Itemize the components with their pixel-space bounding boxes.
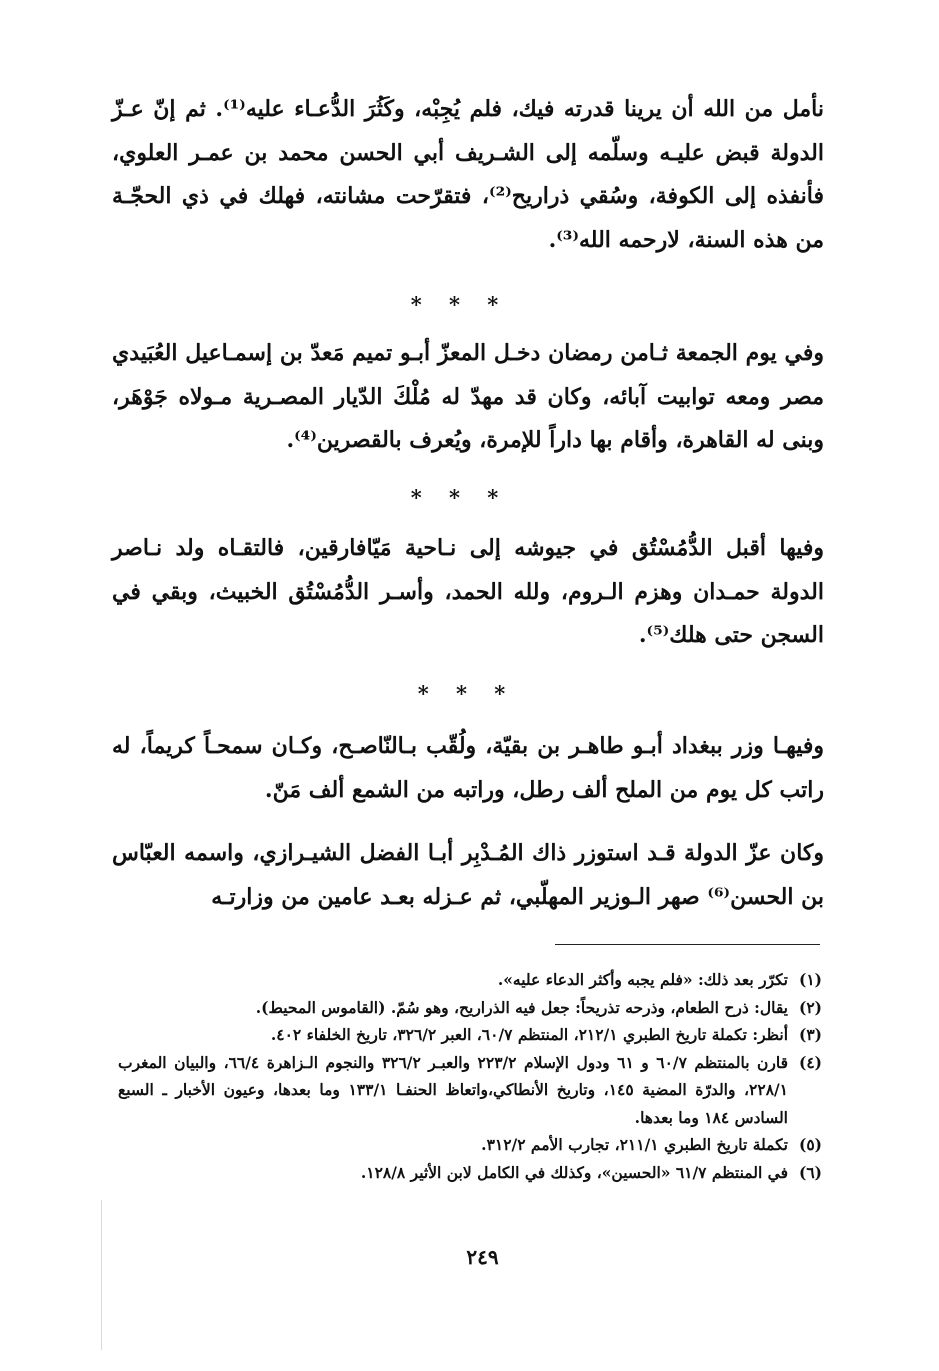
paragraph-5: [112, 832, 824, 919]
footnote-number: (٤): [798, 1052, 822, 1072]
footnote-text: في المنتظم ٦١/٧ «الحسين»، وكذلك في الكامل لابن الأثير ١٢٨/٨.: [360, 1162, 788, 1182]
page-number: ٢٤٩: [466, 1245, 499, 1269]
footnote-number: (١): [798, 970, 822, 989]
section-separator: * * *: [410, 485, 509, 510]
footnote-3: [118, 1021, 822, 1049]
footnote-text: أنظر: تكملة تاريخ الطبري ٢١٢/١، المنتظم ٦٠/٧، العبر ٣٢٦/٢، تاريخ الخلفاء ٤٠٢.: [270, 1025, 788, 1044]
paragraph-text: وكان عزّ الدولة قـد استوزر ذاك المُـدْبِر أبـا الفضل الشيـرازي، واسمه العبّاس بن الحسن⁽⁶⁾ صهر الـوزير المهلّبي، ثم عـزله بعـد عامين من وزارتـه: [112, 840, 824, 910]
footnote-number: (٣): [798, 1025, 822, 1044]
paragraph-2: [112, 332, 824, 463]
paragraph-4: [112, 725, 824, 812]
footnote-divider: [555, 944, 820, 945]
footnote-number: (٢): [798, 997, 822, 1017]
footnote-number: (٦): [798, 1162, 822, 1182]
paragraph-3: [112, 527, 824, 658]
paragraph-text: وفيها أقبل الدُّمُسْتُق في جيوشه إلى نـاحية مَيّافارقين، فالتقـاه ولد نـاصر الدولة حمـدان وهزم الـروم، ولله الحمد، وأسـر الدُّمُسْتُق الخبيث، وبقي في السجن حتى هلك⁽⁵⁾.: [112, 535, 824, 648]
paragraph-text: وفي يوم الجمعة ثـامن رمضان دخـل المعزّ أبـو تميم مَعدّ بن إسمـاعيل العُبَيدي مصر ومعه توابيت آبائه، وكان قد مهدّ له مُلْكَ الدّيار المصـرية مـولاه جَوْهَر، وبنى له القاهرة، وأقام بها داراً للإمرة، ويُعرف بالقصرين⁽⁴⁾.: [112, 340, 824, 453]
footnote-2: [118, 994, 822, 1022]
paragraph-1: [112, 88, 824, 262]
paragraph-text: وفيهـا وزر ببغداد أبـو طاهـر بن بقيّة، ولُقّب بـالنّاصـح، وكـان سمحـاً كريماً، له راتب كل يوم من الملح ألف رطل، وراتبه من الشمع ألف مَنّ.: [112, 733, 824, 803]
footnote-1: [118, 966, 822, 994]
footnote-text: يقال: ذرح الطعام، وذرحه تذريحاً: جعل فيه الذراريح، وهو سُمّ. (القاموس المحيط).: [255, 997, 788, 1017]
footnote-text: تكرّر بعد ذلك: «فلم يجبه وأكثر الدعاء عليه».: [497, 970, 788, 989]
paragraph-text: نأمل من الله أن يرينا قدرته فيك، فلم يُجِبْه، وكَثُرَ الدُّعـاء عليه⁽¹⁾. ثم إنّ عـزّ الدولة قبض عليـه وسلّمه إلى الشـريف أبي الحسن محمد بن عمـر العلوي، فأنفذه إلى الكوفة، وسُقي ذراريح⁽²⁾، فتقرّحت مشانته، فهلك في ذي الحجّـة من هذه السنة، لارحمه الله⁽³⁾.: [112, 96, 824, 253]
footnotes: [118, 966, 822, 1186]
footnote-5: [118, 1131, 822, 1159]
footnote-text: قارن بالمنتظم ٦٠/٧ و ٦١ ودول الإسلام ٢٢٣/٢ والعبـر ٣٢٦/٢ والنجوم الـزاهرة ٦٦/٤، والبيان المغرب ٢٢٨/١، والدرّة المضية ١٤٥، وتاريخ الأنطاكي،واتعاظ الحنفـا ١٣٣/١ وما بعدها، وعيون الأخبار ـ السبع السادس ١٨٤ وما بعدها.: [118, 1052, 789, 1127]
section-separator: * * *: [410, 292, 509, 317]
footnote-4: [118, 1049, 822, 1132]
footnote-number: (٥): [798, 1135, 822, 1154]
section-separator: * * *: [417, 681, 516, 706]
scan-margin-line: [101, 1200, 102, 1350]
footnote-6: [118, 1159, 822, 1187]
footnote-text: تكملة تاريخ الطبري ٢١١/١، تجارب الأمم ٣١٢/٢.: [481, 1135, 788, 1154]
